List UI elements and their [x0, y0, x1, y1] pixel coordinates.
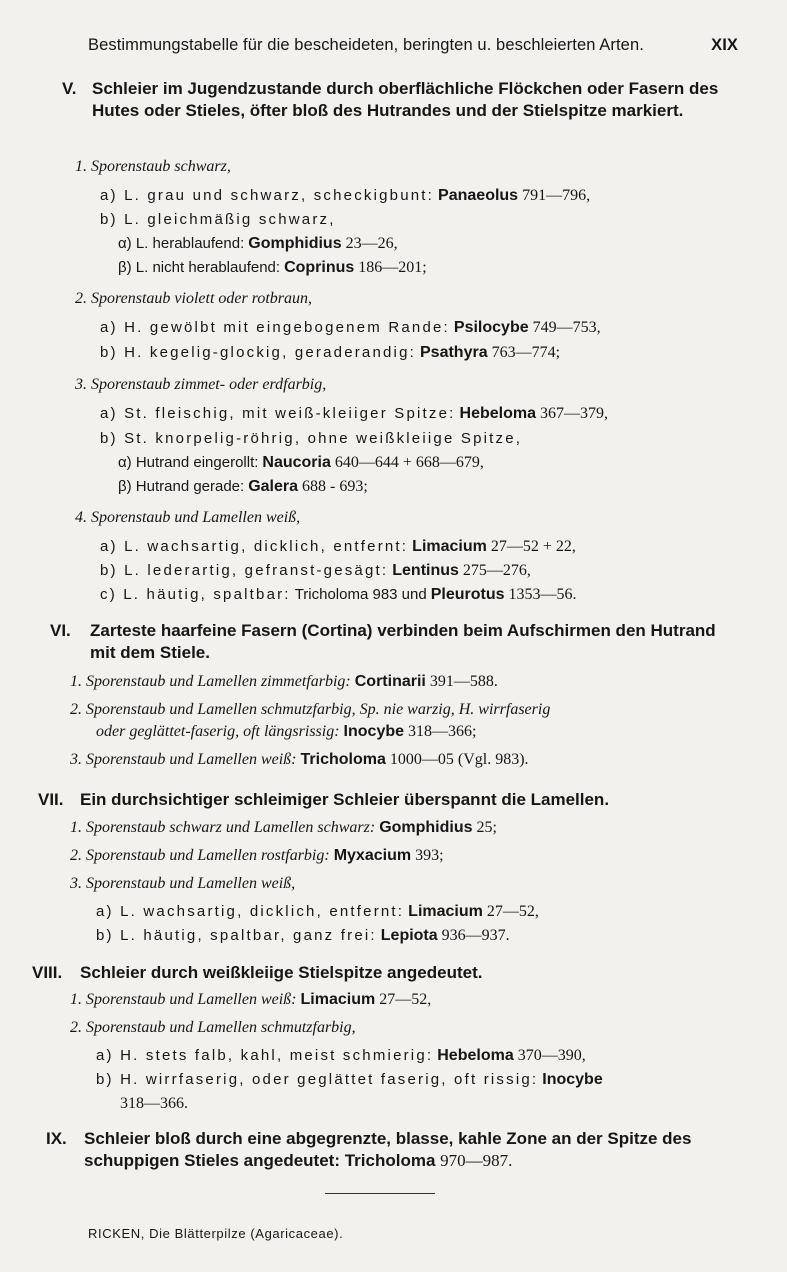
section-viii-heading [32, 962, 732, 984]
item-v-3: 3. Sporenstaub zimmet- oder erdfarbig, [75, 376, 327, 393]
roman-numeral: V. [62, 79, 77, 98]
section-text: Ein durchsichtiger schleimiger Schleier überspannt die Lamellen. [80, 790, 610, 809]
item-v-4: 4. Sporenstaub und Lamellen weiß, [75, 509, 301, 526]
roman-numeral: IX. [46, 1129, 67, 1148]
item-vi-2: 2. Sporenstaub und Lamellen schmutzfarbig, Sp. nie warzig, H. wirrfaserig [70, 701, 551, 718]
item-vii-3b: b) L. häutig, spaltbar, ganz frei: Lepiota 936—937. [96, 927, 510, 944]
item-viii-2a: a) H. stets falb, kahl, meist schmierig: Hebeloma 370—390, [96, 1047, 586, 1064]
item-vii-3: 3. Sporenstaub und Lamellen weiß, [70, 875, 296, 892]
running-header [88, 36, 738, 55]
item-vi-2-cont: oder geglättet-faserig, oft längsrissig: Inocybe 318—366; [96, 723, 477, 740]
page-number: XIX [711, 36, 738, 54]
item-v-3b: b) St. knorpelig-röhrig, ohne weißkleiige Spitze, [100, 430, 523, 447]
item-v-2: 2. Sporenstaub violett oder rotbraun, [75, 290, 313, 307]
item-vi-1: 1. Sporenstaub und Lamellen zimmetfarbig: Cortinarii 391—588. [70, 673, 498, 690]
roman-numeral: VIII. [32, 963, 63, 982]
item-viii-2b: b) H. wirrfaserig, oder geglättet faserig, oft rissig: Inocybe [96, 1071, 603, 1088]
item-viii-2: 2. Sporenstaub und Lamellen schmutzfarbig, [70, 1019, 356, 1036]
roman-numeral: VII. [38, 790, 64, 809]
item-v-2a: a) H. gewölbt mit eingebogenem Rande: Psilocybe 749—753, [100, 319, 601, 336]
section-text: Schleier bloß durch eine abgegrenzte, blasse, kahle Zone an der Spitze des schuppigen Stieles angedeutet: Tricholoma 970—987. [84, 1129, 692, 1170]
header-title: Bestimmungstabelle für die bescheideten, beringten u. beschleierten Arten. [88, 36, 644, 54]
item-viii-2b-cont: 318—366. [120, 1095, 188, 1112]
roman-numeral: VI. [50, 621, 71, 640]
item-v-3b-beta: β) Hutrand gerade: Galera 688 - 693; [118, 478, 368, 495]
item-v-3b-alpha: α) Hutrand eingerollt: Naucoria 640—644 + 668—679, [118, 454, 484, 471]
item-v-1b-beta: β) L. nicht herablaufend: Coprinus 186—201; [118, 259, 427, 276]
section-vi-heading [50, 620, 740, 664]
item-viii-1: 1. Sporenstaub und Lamellen weiß: Limacium 27—52, [70, 991, 432, 1008]
item-vii-2: 2. Sporenstaub und Lamellen rostfarbig: Myxacium 393; [70, 847, 444, 864]
item-v-4c: c) L. häutig, spaltbar: Tricholoma 983 und Pleurotus 1353—56. [100, 586, 577, 603]
footer-note: RICKEN, Die Blätterpilze (Agaricaceae). [88, 1226, 344, 1241]
item-v-1b: b) L. gleichmäßig schwarz, [100, 211, 336, 228]
section-text: Schleier im Jugendzustande durch oberflächliche Flöckchen oder Fasern des Hutes oder Stieles, öfter bloß des Hutrandes und der Stielspitze markiert. [92, 79, 719, 120]
item-vi-3: 3. Sporenstaub und Lamellen weiß: Tricholoma 1000—05 (Vgl. 983). [70, 751, 529, 768]
item-vii-3a: a) L. wachsartig, dicklich, entfernt: Limacium 27—52, [96, 903, 539, 920]
item-v-1a: a) L. grau und schwarz, scheckigbunt: Panaeolus 791—796, [100, 187, 591, 204]
section-text: Zarteste haarfeine Fasern (Cortina) verbinden beim Aufschirmen den Hutrand mit dem Stiele. [90, 621, 716, 662]
section-text: Schleier durch weißkleiige Stielspitze angedeutet. [80, 963, 483, 982]
section-v-heading [62, 78, 742, 122]
item-v-3a: a) St. fleischig, mit weiß-kleiiger Spitze: Hebeloma 367—379, [100, 405, 608, 422]
item-v-2b: b) H. kegelig-glockig, geraderandig: Psathyra 763—774; [100, 344, 561, 361]
item-v-4a: a) L. wachsartig, dicklich, entfernt: Limacium 27—52 + 22, [100, 538, 576, 555]
item-v-1b-alpha: α) L. herablaufend: Gomphidius 23—26, [118, 235, 398, 252]
item-vii-1: 1. Sporenstaub schwarz und Lamellen schwarz: Gomphidius 25; [70, 819, 497, 836]
item-v-1: 1. Sporenstaub schwarz, [75, 158, 231, 175]
section-ix-heading [46, 1128, 736, 1172]
divider-rule [325, 1193, 435, 1194]
item-v-4b: b) L. lederartig, gefranst-gesägt: Lentinus 275—276, [100, 562, 531, 579]
section-vii-heading [38, 789, 738, 811]
